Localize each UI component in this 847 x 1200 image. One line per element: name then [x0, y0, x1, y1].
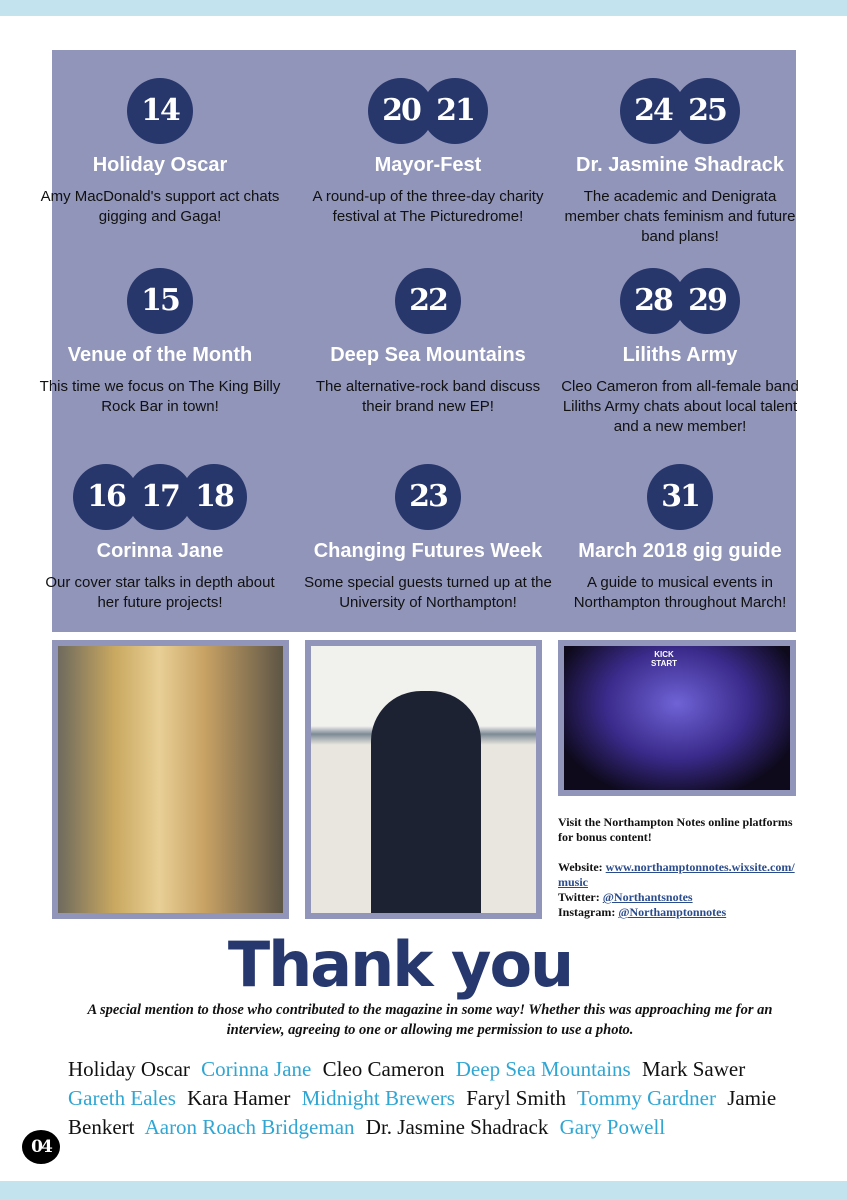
instagram-label: Instagram: — [558, 905, 616, 919]
item-description: Our cover star talks in depth about her future projects! — [45, 574, 275, 611]
contributor-name: Dr. Jasmine Shadrack — [365, 1115, 549, 1139]
page-number-circle: 21 — [422, 78, 488, 144]
page-number: 04 — [22, 1130, 60, 1164]
item-title: Venue of the Month — [67, 344, 253, 366]
item-description: The alternative-rock band discuss their brand new EP! — [315, 378, 541, 415]
contributor-name: Mark Sawer — [641, 1057, 746, 1081]
item-description: A round-up of the three-day charity festival at The Picturedrome! — [312, 188, 544, 225]
online-links — [558, 815, 798, 920]
photo-kick-start-gig — [558, 640, 796, 796]
page-number-circle: 25 — [674, 78, 740, 144]
twitter-link[interactable]: @Northantsnotes — [602, 890, 693, 904]
top-bar — [0, 0, 847, 16]
item-description: A guide to musical events in Northampton throughout March! — [573, 574, 787, 611]
item-description: The academic and Denigrata member chats feminism and future band plans! — [564, 188, 796, 245]
contributor-name: Faryl Smith — [466, 1086, 566, 1110]
page-circles — [555, 464, 805, 530]
item-title: Dr. Jasmine Shadrack — [576, 154, 784, 176]
contents-item — [303, 78, 553, 227]
contributor-names — [68, 1055, 798, 1142]
links-intro: Visit the Northampton Notes online platforms for bonus content! — [558, 815, 793, 844]
contents-item — [303, 464, 553, 613]
contributor-name: Kara Hamer — [187, 1086, 291, 1110]
item-title: Mayor-Fest — [374, 154, 482, 176]
page-circles — [303, 78, 553, 144]
contents-item — [35, 268, 285, 417]
contributor-name: Aaron Roach Bridgeman — [144, 1115, 355, 1139]
item-title: Deep Sea Mountains — [330, 344, 526, 366]
contributor-name: Midnight Brewers — [301, 1086, 455, 1110]
page-circles — [35, 78, 285, 144]
page-number-circle: 31 — [647, 464, 713, 530]
contents-item — [555, 78, 805, 247]
contributor-name: Deep Sea Mountains — [455, 1057, 631, 1081]
thank-you-heading: Thank you — [227, 928, 573, 1001]
page-number-circle: 29 — [674, 268, 740, 334]
website-label: Website: — [558, 860, 603, 874]
page-number-circle: 28 — [620, 268, 686, 334]
page-number-circle: 20 — [368, 78, 434, 144]
contributor-name: Gary Powell — [559, 1115, 666, 1139]
item-description: Amy MacDonald's support act chats gigging and Gaga! — [40, 188, 280, 225]
contributor-name: Gareth Eales — [68, 1086, 176, 1110]
page-number-circle: 22 — [395, 268, 461, 334]
instagram-link[interactable]: @Northamptonnotes — [618, 905, 727, 919]
page-circles — [555, 268, 805, 334]
item-title: Liliths Army — [622, 344, 738, 366]
page-circles — [35, 268, 285, 334]
page-number-circle: 18 — [181, 464, 247, 530]
photo-corinna-jane — [52, 640, 289, 919]
kick-start-sign: KICK START — [650, 650, 678, 668]
contents-item — [303, 268, 553, 417]
item-description: Some special guests turned up at the University of Northampton! — [304, 574, 552, 611]
page-number-circle: 24 — [620, 78, 686, 144]
contributor-name: Holiday Oscar — [68, 1057, 190, 1081]
item-description: Cleo Cameron from all-female band Liliths Army chats about local talent and a new member! — [561, 378, 799, 435]
twitter-label: Twitter: — [558, 890, 600, 904]
item-description: This time we focus on The King Billy Rock Bar in town! — [39, 378, 281, 415]
page-number-circle: 14 — [127, 78, 193, 144]
page-number-circle: 23 — [395, 464, 461, 530]
item-title: Changing Futures Week — [313, 540, 543, 562]
page-number-circle: 17 — [127, 464, 193, 530]
page-number-circle: 15 — [127, 268, 193, 334]
page-circles — [303, 464, 553, 530]
item-title: Corinna Jane — [96, 540, 224, 562]
bottom-bar — [0, 1181, 847, 1200]
contents-item — [555, 464, 805, 613]
website-link[interactable]: www.northamptonnotes.wixsite.com/music — [558, 860, 795, 889]
item-title: March 2018 gig guide — [578, 540, 782, 562]
photo-man-portrait — [305, 640, 542, 919]
contributor-name: Tommy Gardner — [576, 1086, 716, 1110]
special-mention: A special mention to those who contributed to the magazine in some way! Whether this was approaching me for an interview, agreeing to one or allowing me permission to use a photo. — [87, 1002, 773, 1038]
contents-item — [35, 78, 285, 227]
item-title: Holiday Oscar — [92, 154, 228, 176]
contributor-name: Corinna Jane — [201, 1057, 312, 1081]
contributor-name: Cleo Cameron — [322, 1057, 445, 1081]
page-circles — [555, 78, 805, 144]
contents-item — [555, 268, 805, 437]
contents-item — [35, 464, 285, 613]
contributor-name: Jamie Benkert — [68, 1086, 777, 1139]
contents-panel — [39, 50, 799, 632]
page-circles — [35, 464, 285, 530]
page-circles — [303, 268, 553, 334]
page-number-circle: 16 — [73, 464, 139, 530]
